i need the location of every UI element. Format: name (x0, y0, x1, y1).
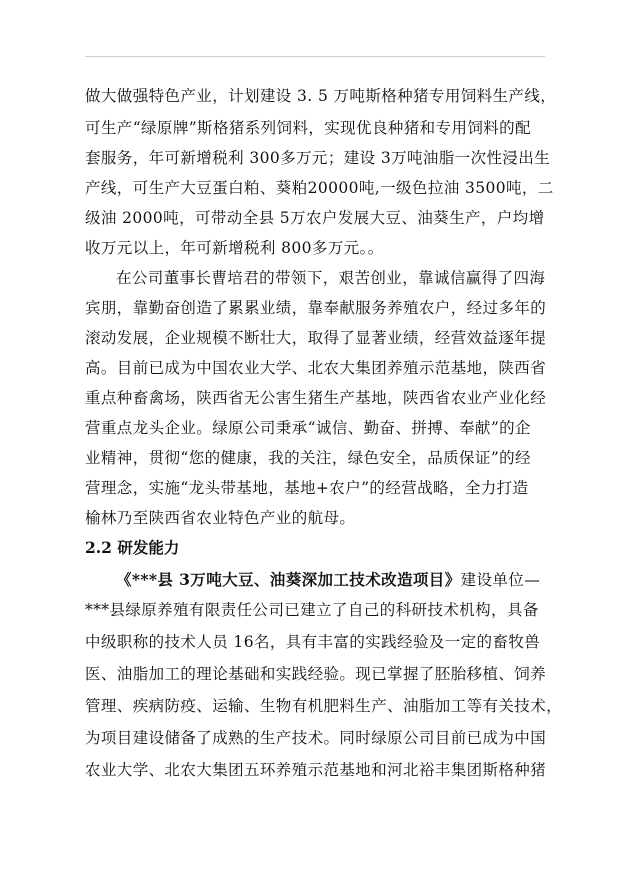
paragraph-1-line-2: 可生产“绿原牌”斯格猪系列饲料，实现优良种猪和专用饲料的配 (85, 119, 531, 137)
paragraph-1-line-6: 收万元以上，年可新增税利 800多万元。。 (85, 239, 384, 257)
paragraph-1-line-4: 产线，可生产大豆蛋白粕、葵粕20000吨,一级色拉油 3500吨，二 (85, 179, 554, 197)
paragraph-2-line-1: 在公司董事长曹培君的带领下，艰苦创业，靠诚信赢得了四海 (116, 269, 546, 287)
paragraph-2-line-5: 重点种畜禽场，陕西省无公害生猪生产基地，陕西省农业产业化经 (85, 389, 547, 407)
paragraph-2-line-4: 高。目前已成为中国农业大学、北农大集团养殖示范基地，陕西省 (85, 359, 547, 377)
paragraph-3-line-7: 农业大学、北农大集团五环养殖示范基地和河北裕丰集团斯格种猪 (85, 761, 547, 779)
paragraph-3-line-3: 中级职称的技术人员 16名，具有丰富的实践经验及一定的畜牧兽 (85, 633, 541, 651)
paragraph-3-line-1-rest: 建设单位— (460, 571, 541, 589)
paragraph-2-line-7: 业精神，贯彻“您的健康，我的关注，绿色安全，品质保证”的经 (85, 449, 531, 467)
paragraph-2-line-9: 榆林乃至陕西省农业特色产业的航母。 (85, 509, 356, 527)
paragraph-3-line-5: 管理、疾病防疫、运输、生物有机肥料生产、油脂加工等有关技术， (85, 697, 563, 715)
paragraph-2-line-6: 营重点龙头企业。绿原公司秉承“诚信、勤奋、拼搏、奉献”的企 (85, 419, 531, 437)
paragraph-3-line-2: ***县绿原养殖有限责任公司已建立了自己的科研技术机构，具备 (85, 601, 539, 619)
paragraph-2-line-3: 滚动发展，企业规模不断壮大，取得了显著业绩，经营效益逐年提 (85, 329, 547, 347)
paragraph-3-line-6: 为项目建设储备了成熟的生产技术。同时绿原公司目前已成为中国 (85, 729, 547, 747)
paragraph-1-line-3: 套服务，年可新增税利 300多万元；建设 3万吨油脂一次性浸出生 (85, 149, 551, 167)
paragraph-2-line-8: 营理念，实施“龙头带基地，基地+农户”的经营战略，全力打造 (85, 479, 529, 497)
paragraph-3-line-1 (116, 570, 540, 590)
section-heading: 2.2 研发能力 (85, 538, 180, 557)
header-rule (85, 56, 545, 57)
paragraph-1-line-5: 级油 2000吨，可带动全县 5万农户发展大豆、油葵生产，户均增 (85, 209, 545, 227)
paragraph-1-line-1: 做大做强特色产业，计划建设 3. 5 万吨斯格种猪专用饲料生产线， (85, 87, 557, 105)
paragraph-2-line-2: 宾朋，靠勤奋创造了累累业绩，靠奉献服务养殖农户，经过多年的 (85, 299, 547, 317)
project-title: 《***县 3万吨大豆、油葵深加工技术改造项目》 (116, 570, 461, 589)
paragraph-3-line-4: 医、油脂加工的理论基础和实践经验。现已掌握了胚胎移植、饲养 (85, 665, 547, 683)
